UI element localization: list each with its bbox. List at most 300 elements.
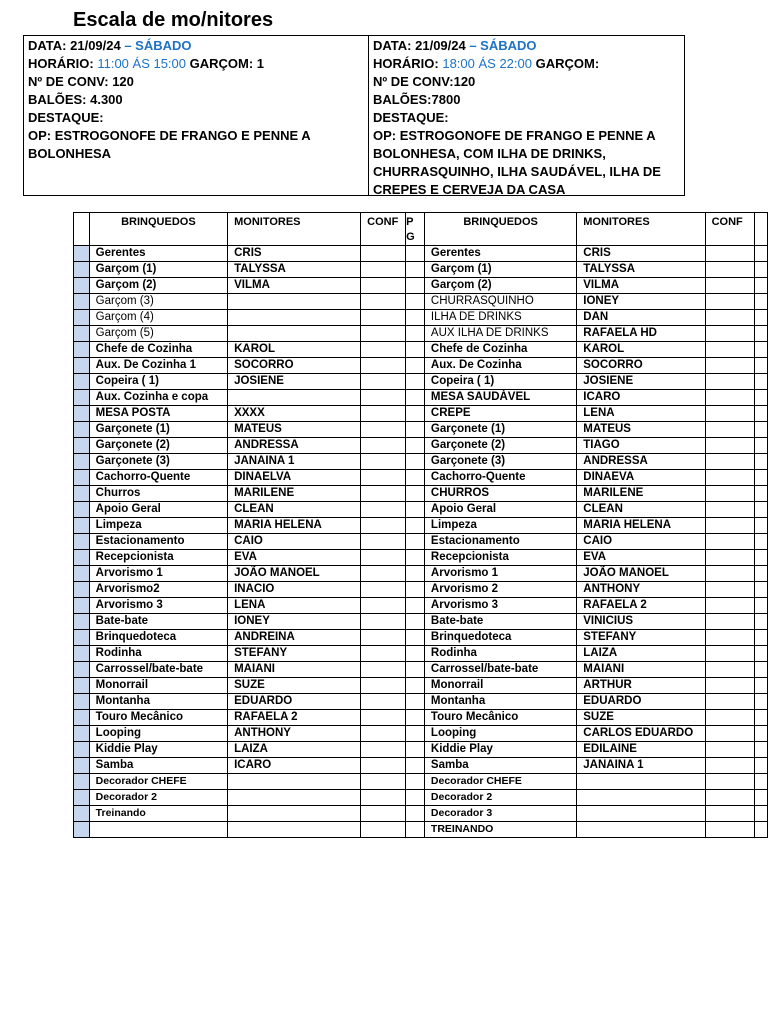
conf-cell[interactable] — [361, 582, 406, 598]
monitor-cell[interactable]: SOCORRO — [228, 358, 361, 374]
monitor-cell-2[interactable]: EDILAINE — [577, 742, 705, 758]
extra-cell — [754, 790, 767, 806]
monitor-cell-2[interactable]: ANTHONY — [577, 582, 705, 598]
brinquedo-cell-2: Touro Mecânico — [424, 710, 576, 726]
pg-cell[interactable] — [406, 262, 425, 278]
row-marker — [74, 438, 90, 454]
pg-cell[interactable] — [406, 742, 425, 758]
brinquedo-cell: Garçom (3) — [89, 294, 227, 310]
conf-cell[interactable] — [361, 678, 406, 694]
conf-cell[interactable] — [361, 646, 406, 662]
monitor-cell[interactable] — [228, 790, 361, 806]
brinquedo-cell-2: Garçonete (3) — [424, 454, 576, 470]
pg-cell[interactable] — [406, 422, 425, 438]
pg-cell[interactable] — [406, 358, 425, 374]
conf-cell[interactable] — [361, 534, 406, 550]
conf-cell-2[interactable] — [705, 774, 754, 790]
extra-cell — [754, 326, 767, 342]
monitor-cell[interactable]: TALYSSA — [228, 262, 361, 278]
row-marker — [74, 726, 90, 742]
brinquedo-cell: Rodinha — [89, 646, 227, 662]
row-marker — [74, 454, 90, 470]
conf-cell[interactable] — [361, 726, 406, 742]
monitor-cell-2[interactable]: STEFANY — [577, 630, 705, 646]
conf-cell-2[interactable] — [705, 566, 754, 582]
marker-header — [74, 213, 90, 246]
conf-cell-2[interactable] — [705, 342, 754, 358]
monitor-cell-2[interactable]: KAROL — [577, 342, 705, 358]
conf-cell-2[interactable] — [705, 694, 754, 710]
conf-cell[interactable] — [361, 614, 406, 630]
extra-cell — [754, 454, 767, 470]
monitor-cell-2[interactable]: IONEY — [577, 294, 705, 310]
pg-cell[interactable] — [406, 630, 425, 646]
conf-cell[interactable] — [361, 374, 406, 390]
conf-cell[interactable] — [361, 470, 406, 486]
table-row — [74, 358, 768, 374]
extra-cell — [754, 694, 767, 710]
monitor-cell[interactable]: CAIO — [228, 534, 361, 550]
pg-cell[interactable] — [406, 438, 425, 454]
monitor-cell-2[interactable]: TIAGO — [577, 438, 705, 454]
conf-cell[interactable] — [361, 406, 406, 422]
pg-cell[interactable] — [406, 566, 425, 582]
table-row — [74, 614, 768, 630]
monitor-cell[interactable] — [228, 390, 361, 406]
pg-cell[interactable] — [406, 806, 425, 822]
brinquedo-cell: Carrossel/bate-bate — [89, 662, 227, 678]
conf-cell[interactable] — [361, 326, 406, 342]
conf-cell-2[interactable] — [705, 598, 754, 614]
pg-cell[interactable] — [406, 678, 425, 694]
conf-cell-2[interactable] — [705, 358, 754, 374]
monitor-cell[interactable]: EVA — [228, 550, 361, 566]
row-marker — [74, 502, 90, 518]
monitor-cell-2[interactable]: CLEAN — [577, 502, 705, 518]
table-row — [74, 422, 768, 438]
table-row — [74, 694, 768, 710]
monitor-cell[interactable]: SUZE — [228, 678, 361, 694]
pg-cell[interactable] — [406, 406, 425, 422]
brinquedo-cell: Garçom (2) — [89, 278, 227, 294]
conf-cell-2[interactable] — [705, 326, 754, 342]
brinquedo-cell-2: Arvorismo 1 — [424, 566, 576, 582]
row-marker — [74, 374, 90, 390]
extra-cell — [754, 662, 767, 678]
brinquedo-cell-2: Decorador 3 — [424, 806, 576, 822]
row-marker — [74, 566, 90, 582]
conf-cell[interactable] — [361, 694, 406, 710]
brinquedo-cell-2: ILHA DE DRINKS — [424, 310, 576, 326]
table-row — [74, 806, 768, 822]
monitor-cell-2[interactable]: MARILENE — [577, 486, 705, 502]
conf-cell[interactable] — [361, 246, 406, 262]
table-row — [74, 294, 768, 310]
brinquedo-cell-2: Rodinha — [424, 646, 576, 662]
row-marker — [74, 470, 90, 486]
row-marker — [74, 262, 90, 278]
table-row — [74, 374, 768, 390]
monitor-cell[interactable]: CRIS — [228, 246, 361, 262]
conf-cell[interactable] — [361, 422, 406, 438]
row-marker — [74, 550, 90, 566]
monitor-cell-2[interactable]: TALYSSA — [577, 262, 705, 278]
brinquedo-cell-2: Garçonete (1) — [424, 422, 576, 438]
monitor-cell[interactable] — [228, 774, 361, 790]
row-marker — [74, 694, 90, 710]
monitor-cell[interactable]: ICARO — [228, 758, 361, 774]
extra-cell — [754, 470, 767, 486]
brinquedo-cell: Arvorismo2 — [89, 582, 227, 598]
monitor-cell-2[interactable]: VILMA — [577, 278, 705, 294]
brinquedo-cell: Apoio Geral — [89, 502, 227, 518]
monitor-cell-2[interactable]: SUZE — [577, 710, 705, 726]
brinquedo-cell-2: Copeira ( 1) — [424, 374, 576, 390]
extra-cell — [754, 310, 767, 326]
conf-cell-2[interactable] — [705, 294, 754, 310]
conf-cell-2[interactable] — [705, 278, 754, 294]
brinquedo-cell: Recepcionista — [89, 550, 227, 566]
monitor-cell-2[interactable]: CRIS — [577, 246, 705, 262]
pg-cell[interactable] — [406, 374, 425, 390]
dinner-date-line — [373, 37, 680, 55]
monitor-cell[interactable]: CLEAN — [228, 502, 361, 518]
brinquedo-cell-2: MESA SAUDÁVEL — [424, 390, 576, 406]
conf-cell[interactable] — [361, 342, 406, 358]
header-pg-g: G — [406, 231, 415, 243]
conf-cell[interactable] — [361, 502, 406, 518]
conf-cell[interactable] — [361, 662, 406, 678]
conf-cell[interactable] — [361, 486, 406, 502]
conf-cell-2[interactable] — [705, 822, 754, 838]
conf-cell-2[interactable] — [705, 614, 754, 630]
conf-cell-2[interactable] — [705, 534, 754, 550]
monitor-cell-2[interactable]: SOCORRO — [577, 358, 705, 374]
conf-cell-2[interactable] — [705, 502, 754, 518]
pg-cell[interactable] — [406, 342, 425, 358]
extra-cell — [754, 406, 767, 422]
pg-cell[interactable] — [406, 502, 425, 518]
monitor-cell-2[interactable]: EVA — [577, 550, 705, 566]
dinner-day: – SÁBADO — [469, 38, 537, 53]
monitor-cell[interactable]: VILMA — [228, 278, 361, 294]
staff-schedule-table — [73, 212, 768, 838]
conf-cell-2[interactable] — [705, 678, 754, 694]
lunch-highlight: DESTAQUE: — [28, 110, 104, 125]
conf-cell[interactable] — [361, 758, 406, 774]
lunch-time: 11:00 ÁS 15:00 — [97, 56, 187, 71]
brinquedo-cell: Arvorismo 3 — [89, 598, 227, 614]
conf-cell-2[interactable] — [705, 470, 754, 486]
table-row — [74, 406, 768, 422]
conf-cell[interactable] — [361, 822, 406, 838]
brinquedo-cell-2: Brinquedoteca — [424, 630, 576, 646]
pg-cell[interactable] — [406, 614, 425, 630]
dinner-time-label: HORÁRIO: — [373, 56, 443, 71]
conf-cell-2[interactable] — [705, 310, 754, 326]
monitor-cell-2[interactable]: JOÃO MANOEL — [577, 566, 705, 582]
pg-cell[interactable] — [406, 246, 425, 262]
monitor-cell[interactable] — [228, 806, 361, 822]
table-row — [74, 486, 768, 502]
pg-cell[interactable] — [406, 710, 425, 726]
pg-cell[interactable] — [406, 774, 425, 790]
dinner-time: 18:00 ÁS 22:00 — [442, 56, 532, 71]
conf-cell[interactable] — [361, 566, 406, 582]
brinquedo-cell-2: Limpeza — [424, 518, 576, 534]
monitor-cell-2[interactable]: CARLOS EDUARDO — [577, 726, 705, 742]
brinquedo-cell: Estacionamento — [89, 534, 227, 550]
brinquedo-cell-2: Cachorro-Quente — [424, 470, 576, 486]
monitor-cell[interactable] — [228, 310, 361, 326]
extra-cell — [754, 566, 767, 582]
monitor-cell[interactable]: RAFAELA 2 — [228, 710, 361, 726]
pg-cell[interactable] — [406, 822, 425, 838]
conf-cell[interactable] — [361, 550, 406, 566]
brinquedo-cell: Copeira ( 1) — [89, 374, 227, 390]
table-row — [74, 550, 768, 566]
table-row — [74, 630, 768, 646]
conf-cell-2[interactable] — [705, 262, 754, 278]
monitor-cell[interactable]: EDUARDO — [228, 694, 361, 710]
table-row — [74, 646, 768, 662]
row-marker — [74, 310, 90, 326]
row-marker — [74, 390, 90, 406]
monitor-cell[interactable]: DINAELVA — [228, 470, 361, 486]
conf-cell[interactable] — [361, 742, 406, 758]
monitor-cell-2[interactable]: VINICIUS — [577, 614, 705, 630]
extra-cell — [754, 758, 767, 774]
conf-cell-2[interactable] — [705, 662, 754, 678]
table-header-row — [74, 213, 768, 246]
row-marker — [74, 662, 90, 678]
conf-cell-2[interactable] — [705, 406, 754, 422]
monitor-cell-2[interactable]: RAFAELA 2 — [577, 598, 705, 614]
monitor-cell[interactable]: IONEY — [228, 614, 361, 630]
brinquedo-cell: Garçonete (1) — [89, 422, 227, 438]
monitor-cell[interactable]: LENA — [228, 598, 361, 614]
monitor-cell-2[interactable]: DINAEVA — [577, 470, 705, 486]
monitor-cell-2[interactable] — [577, 822, 705, 838]
pg-cell[interactable] — [406, 758, 425, 774]
conf-cell-2[interactable] — [705, 710, 754, 726]
conf-cell-2[interactable] — [705, 726, 754, 742]
brinquedo-cell: Touro Mecânico — [89, 710, 227, 726]
conf-cell-2[interactable] — [705, 806, 754, 822]
extra-cell — [754, 678, 767, 694]
event-info-box — [23, 35, 685, 196]
conf-cell-2[interactable] — [705, 518, 754, 534]
brinquedo-cell-2: Aux. De Cozinha — [424, 358, 576, 374]
conf-cell-2[interactable] — [705, 630, 754, 646]
pg-cell[interactable] — [406, 310, 425, 326]
monitor-cell-2[interactable]: DAN — [577, 310, 705, 326]
conf-cell[interactable] — [361, 310, 406, 326]
table-row — [74, 822, 768, 838]
dinner-date: DATA: 21/09/24 — [373, 38, 470, 53]
conf-cell[interactable] — [361, 806, 406, 822]
conf-cell[interactable] — [361, 454, 406, 470]
conf-cell[interactable] — [361, 598, 406, 614]
monitor-cell-2[interactable]: RAFAELA HD — [577, 326, 705, 342]
monitor-cell[interactable]: INACIO — [228, 582, 361, 598]
conf-cell-2[interactable] — [705, 438, 754, 454]
pg-cell[interactable] — [406, 550, 425, 566]
dinner-shift-info — [369, 36, 684, 195]
header-conf-2: CONF — [705, 213, 754, 246]
brinquedo-cell: Limpeza — [89, 518, 227, 534]
lunch-balloons: BALÕES: 4.300 — [28, 92, 123, 107]
row-marker — [74, 598, 90, 614]
monitor-cell[interactable]: MAIANI — [228, 662, 361, 678]
table-row — [74, 710, 768, 726]
conf-cell-2[interactable] — [705, 582, 754, 598]
conf-cell-2[interactable] — [705, 246, 754, 262]
dinner-balloons: BALÕES:7800 — [373, 92, 461, 107]
pg-cell[interactable] — [406, 486, 425, 502]
brinquedo-cell: Chefe de Cozinha — [89, 342, 227, 358]
conf-cell-2[interactable] — [705, 550, 754, 566]
conf-cell[interactable] — [361, 710, 406, 726]
monitor-cell[interactable]: KAROL — [228, 342, 361, 358]
conf-cell[interactable] — [361, 294, 406, 310]
monitor-cell-2[interactable] — [577, 774, 705, 790]
conf-cell[interactable] — [361, 438, 406, 454]
dinner-menu-option: OP: ESTROGONOFE DE FRANGO E PENNE A BOLONHESA, COM ILHA DE DRINKS, CHURRASQUINHO, ILHA SAUDÁVEL, ILHA DE CREPES E CERVEJA DA CASA — [373, 128, 661, 197]
monitor-cell-2[interactable]: ANDRESSA — [577, 454, 705, 470]
row-marker — [74, 790, 90, 806]
monitor-cell-2[interactable] — [577, 806, 705, 822]
lunch-date: DATA: 21/09/24 — [28, 38, 125, 53]
brinquedo-cell-2: Decorador CHEFE — [424, 774, 576, 790]
dinner-waiter: GARÇOM: — [531, 56, 600, 71]
conf-cell[interactable] — [361, 278, 406, 294]
brinquedo-cell: MESA POSTA — [89, 406, 227, 422]
table-row — [74, 566, 768, 582]
monitor-cell[interactable]: MATEUS — [228, 422, 361, 438]
conf-cell[interactable] — [361, 390, 406, 406]
monitor-cell[interactable] — [228, 326, 361, 342]
conf-cell-2[interactable] — [705, 422, 754, 438]
conf-cell[interactable] — [361, 518, 406, 534]
conf-cell[interactable] — [361, 358, 406, 374]
conf-cell[interactable] — [361, 262, 406, 278]
monitor-cell-2[interactable]: JANAINA 1 — [577, 758, 705, 774]
brinquedo-cell: Arvorismo 1 — [89, 566, 227, 582]
brinquedo-cell-2: Kiddie Play — [424, 742, 576, 758]
conf-cell-2[interactable] — [705, 758, 754, 774]
pg-cell[interactable] — [406, 582, 425, 598]
monitor-cell-2[interactable]: ARTHUR — [577, 678, 705, 694]
monitor-cell[interactable]: MARILENE — [228, 486, 361, 502]
pg-cell[interactable] — [406, 390, 425, 406]
pg-cell[interactable] — [406, 598, 425, 614]
extra-cell — [754, 534, 767, 550]
monitor-cell-2[interactable]: MATEUS — [577, 422, 705, 438]
monitor-cell[interactable]: JOÃO MANOEL — [228, 566, 361, 582]
pg-cell[interactable] — [406, 518, 425, 534]
conf-cell-2[interactable] — [705, 390, 754, 406]
pg-cell[interactable] — [406, 326, 425, 342]
brinquedo-cell-2: Apoio Geral — [424, 502, 576, 518]
extra-cell — [754, 518, 767, 534]
monitor-cell[interactable]: XXXX — [228, 406, 361, 422]
row-marker — [74, 758, 90, 774]
monitor-cell[interactable] — [228, 822, 361, 838]
brinquedo-cell-2: AUX ILHA DE DRINKS — [424, 326, 576, 342]
conf-cell-2[interactable] — [705, 742, 754, 758]
monitor-cell-2[interactable]: LENA — [577, 406, 705, 422]
monitor-cell[interactable]: ANTHONY — [228, 726, 361, 742]
monitor-cell-2[interactable]: CAIO — [577, 534, 705, 550]
brinquedo-cell: Monorrail — [89, 678, 227, 694]
pg-cell[interactable] — [406, 726, 425, 742]
monitor-cell-2[interactable]: LAIZA — [577, 646, 705, 662]
brinquedo-cell-2: Garçom (2) — [424, 278, 576, 294]
brinquedo-cell-2: Estacionamento — [424, 534, 576, 550]
pg-cell[interactable] — [406, 662, 425, 678]
monitor-cell-2[interactable]: JOSIENE — [577, 374, 705, 390]
brinquedo-cell-2: Montanha — [424, 694, 576, 710]
brinquedo-cell-2: CHURROS — [424, 486, 576, 502]
brinquedo-cell: Garçonete (3) — [89, 454, 227, 470]
monitor-cell[interactable]: LAIZA — [228, 742, 361, 758]
pg-cell[interactable] — [406, 454, 425, 470]
monitor-cell-2[interactable]: ICARO — [577, 390, 705, 406]
monitor-cell[interactable]: MARIA HELENA — [228, 518, 361, 534]
monitor-cell[interactable]: ANDREINA — [228, 630, 361, 646]
conf-cell-2[interactable] — [705, 374, 754, 390]
brinquedo-cell-2: Bate-bate — [424, 614, 576, 630]
conf-cell[interactable] — [361, 774, 406, 790]
pg-cell[interactable] — [406, 534, 425, 550]
page-title: Escala de mo/nitores — [73, 9, 274, 31]
lunch-date-line — [28, 37, 364, 55]
extra-cell — [754, 486, 767, 502]
conf-cell-2[interactable] — [705, 454, 754, 470]
monitor-cell-2[interactable]: EDUARDO — [577, 694, 705, 710]
row-marker — [74, 326, 90, 342]
conf-cell[interactable] — [361, 630, 406, 646]
monitor-cell[interactable] — [228, 294, 361, 310]
monitor-cell[interactable]: STEFANY — [228, 646, 361, 662]
conf-cell-2[interactable] — [705, 646, 754, 662]
monitor-cell[interactable]: JANAINA 1 — [228, 454, 361, 470]
conf-cell[interactable] — [361, 790, 406, 806]
pg-cell[interactable] — [406, 294, 425, 310]
pg-cell[interactable] — [406, 470, 425, 486]
table-row — [74, 790, 768, 806]
monitor-cell-2[interactable] — [577, 790, 705, 806]
monitor-cell-2[interactable]: MAIANI — [577, 662, 705, 678]
monitor-cell[interactable]: ANDRESSA — [228, 438, 361, 454]
conf-cell-2[interactable] — [705, 486, 754, 502]
brinquedo-cell-2: Garçonete (2) — [424, 438, 576, 454]
dinner-highlight: DESTAQUE: — [373, 110, 449, 125]
monitor-cell-2[interactable]: MARIA HELENA — [577, 518, 705, 534]
conf-cell-2[interactable] — [705, 790, 754, 806]
pg-cell[interactable] — [406, 790, 425, 806]
dinner-guests: Nº DE CONV:120 — [373, 74, 476, 89]
pg-cell[interactable] — [406, 278, 425, 294]
header-extra — [754, 213, 767, 246]
monitor-cell[interactable]: JOSIENE — [228, 374, 361, 390]
pg-cell[interactable] — [406, 694, 425, 710]
row-marker — [74, 518, 90, 534]
pg-cell[interactable] — [406, 646, 425, 662]
table-row — [74, 262, 768, 278]
brinquedo-cell: Decorador 2 — [89, 790, 227, 806]
